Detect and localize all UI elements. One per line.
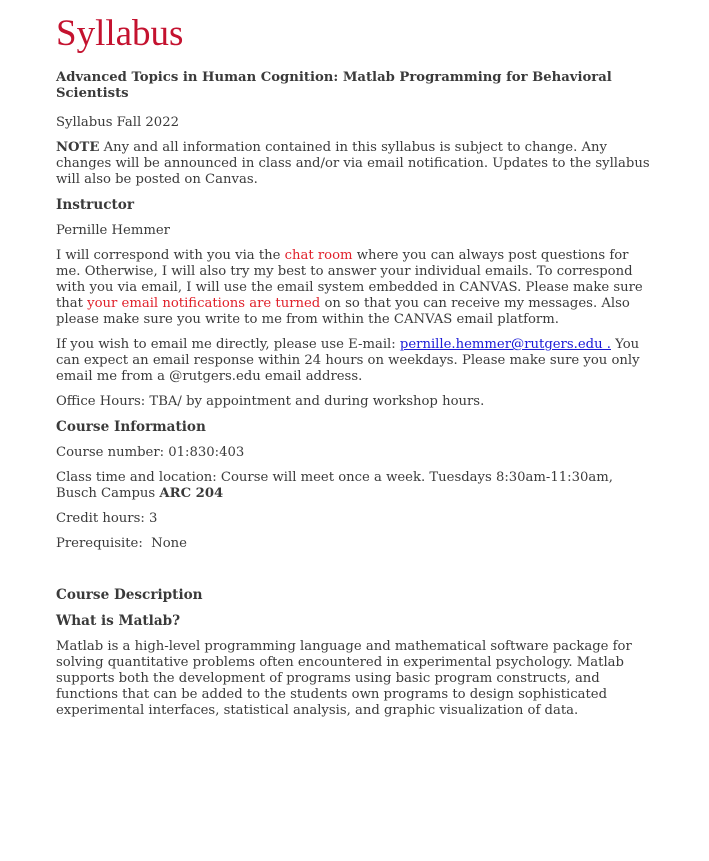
office-hours: Office Hours: TBA/ by appointment and during workshop hours. — [56, 394, 485, 409]
prerequisite: Prerequisite: None — [56, 536, 187, 551]
correspondence-paragraph — [56, 248, 656, 328]
class-time-location — [56, 470, 656, 502]
syllabus-page — [56, 12, 656, 728]
email-paragraph — [56, 337, 656, 385]
instructor-name: Pernille Hemmer — [56, 223, 170, 238]
note-text: Any and all information contained in this syllabus is subject to change. Any changes will be announced in class and/or via email notification. Updates to the syllabus will also be posted on Canvas. — [56, 140, 650, 187]
course-title: Advanced Topics in Human Cognition: Matlab Programming for Behavioral Scientists — [56, 70, 612, 101]
email-text-1: If you wish to email me directly, please use E-mail: — [56, 337, 400, 352]
page-title: Syllabus — [56, 13, 184, 54]
course-info-heading: Course Information — [56, 419, 206, 435]
email-text-2: You can expect an email response within 24 hours on weekdays. Please make sure you only email me from a @rutgers.edu email address. — [56, 337, 640, 384]
correspond-text-1: I will correspond with you via the — [56, 248, 285, 263]
class-room: ARC 204 — [159, 486, 224, 501]
email-address-link[interactable]: pernille.hemmer@rutgers.edu . — [399, 337, 611, 352]
instructor-heading: Instructor — [56, 197, 135, 213]
correspond-text-3: on so that you can receive my messages. Also please make sure you write to me from within the CANVAS email platform. — [56, 296, 630, 327]
correspond-text-2: where you can always post questions for me. Otherwise, I will also try my best to answer your individual emails. To correspond with you via email, I will use the email system embedded in CANVAS. Please make sure that — [56, 248, 643, 311]
course-description-heading: Course Description — [56, 587, 203, 603]
spacer — [56, 561, 656, 587]
what-is-matlab-heading: What is Matlab? — [56, 613, 181, 629]
email-notifications-link[interactable]: your email notifications are turned — [87, 296, 321, 311]
term-line: Syllabus Fall 2022 — [56, 115, 179, 130]
note-paragraph — [56, 140, 656, 188]
course-number: Course number: 01:830:403 — [56, 445, 245, 460]
credit-hours: Credit hours: 3 — [56, 511, 158, 526]
note-label: NOTE — [56, 140, 100, 155]
class-time-text: Class time and location: Course will meet once a week. Tuesdays 8:30am-11:30am, Busch Campus — [56, 470, 613, 501]
chat-room-link[interactable]: chat room — [284, 248, 353, 263]
matlab-description: Matlab is a high-level programming language and mathematical software package for solving quantitative problems often encountered in experimental psychology. Matlab supports both the development of programs using basic program constructs, and functions that can be added to the students own programs to design sophisticated experimental interfaces, statistical analysis, and graphic visualization of data. — [56, 639, 632, 718]
